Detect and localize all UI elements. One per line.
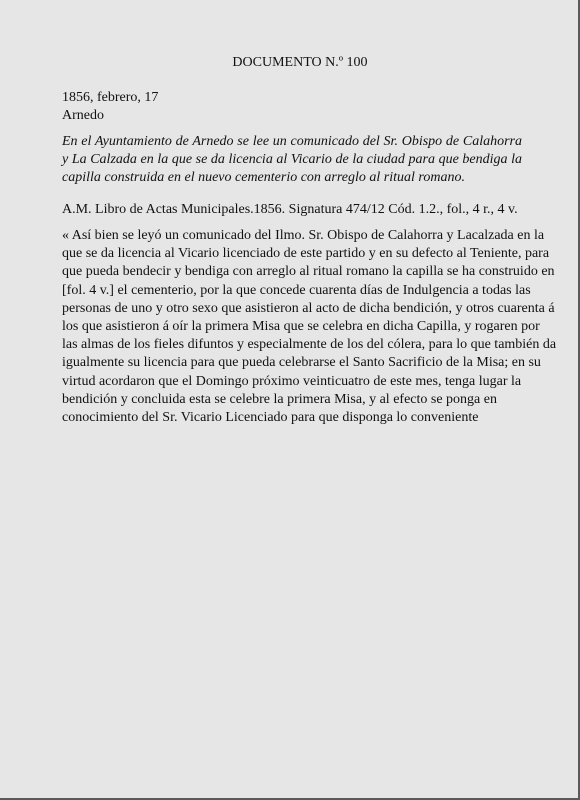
- body-line: virtud acordaron que el Domingo próximo veinticuatro de este mes, tenga lugar la: [62, 373, 522, 389]
- document-title: DOCUMENTO N.º 100: [232, 55, 368, 70]
- body-line: que se da licencia al Vicario licenciado de este partido y en su defecto al Teniente, para: [62, 246, 550, 262]
- body-line: igualmente su licencia para que pueda celebrarse el Santo Sacrificio de la Misa; en su: [62, 355, 541, 371]
- body-line: que pueda bendecir y bendiga con arreglo al ritual romano la capilla se ha construido en: [62, 264, 555, 280]
- body-line: los que asistieron á oír la primera Misa que se celebra en dicha Capilla, y rogaren por: [62, 319, 540, 335]
- document-place: Arnedo: [62, 108, 104, 123]
- document-body: [62, 227, 557, 427]
- body-line: las almas de los fieles difuntos y especialmente de los del cólera, para lo que también da: [62, 337, 557, 353]
- body-line: [fol. 4 v.] el cementerio, por la que concede cuarenta días de Indulgencia a todas las: [62, 282, 531, 298]
- body-line: bendición y concluida esta se celebre la primera Misa, y al efecto se ponga en: [62, 391, 497, 407]
- body-line: conocimiento del Sr. Vicario Licenciado para que disponga lo conveniente: [62, 410, 479, 426]
- document-source: A.M. Libro de Actas Municipales.1856. Signatura 474/12 Cód. 1.2., fol., 4 r., 4 v.: [62, 202, 518, 217]
- document-summary: En el Ayuntamiento de Arnedo se lee un comunicado del Sr. Obispo de Calahorra y La Calzada en la que se da licencia al Vicario de la ciudad para que bendiga la capilla construida en el nuevo cementerio con arreglo al ritual romano.: [62, 134, 522, 185]
- document-date: 1856, febrero, 17: [62, 90, 159, 105]
- body-line: personas de uno y otro sexo que asistieron al acto de dicha bendición, y otros cuarenta á: [62, 300, 555, 316]
- body-line: « Así bien se leyó un comunicado del Ilmo. Sr. Obispo de Calahorra y Lacalzada en la: [62, 228, 545, 243]
